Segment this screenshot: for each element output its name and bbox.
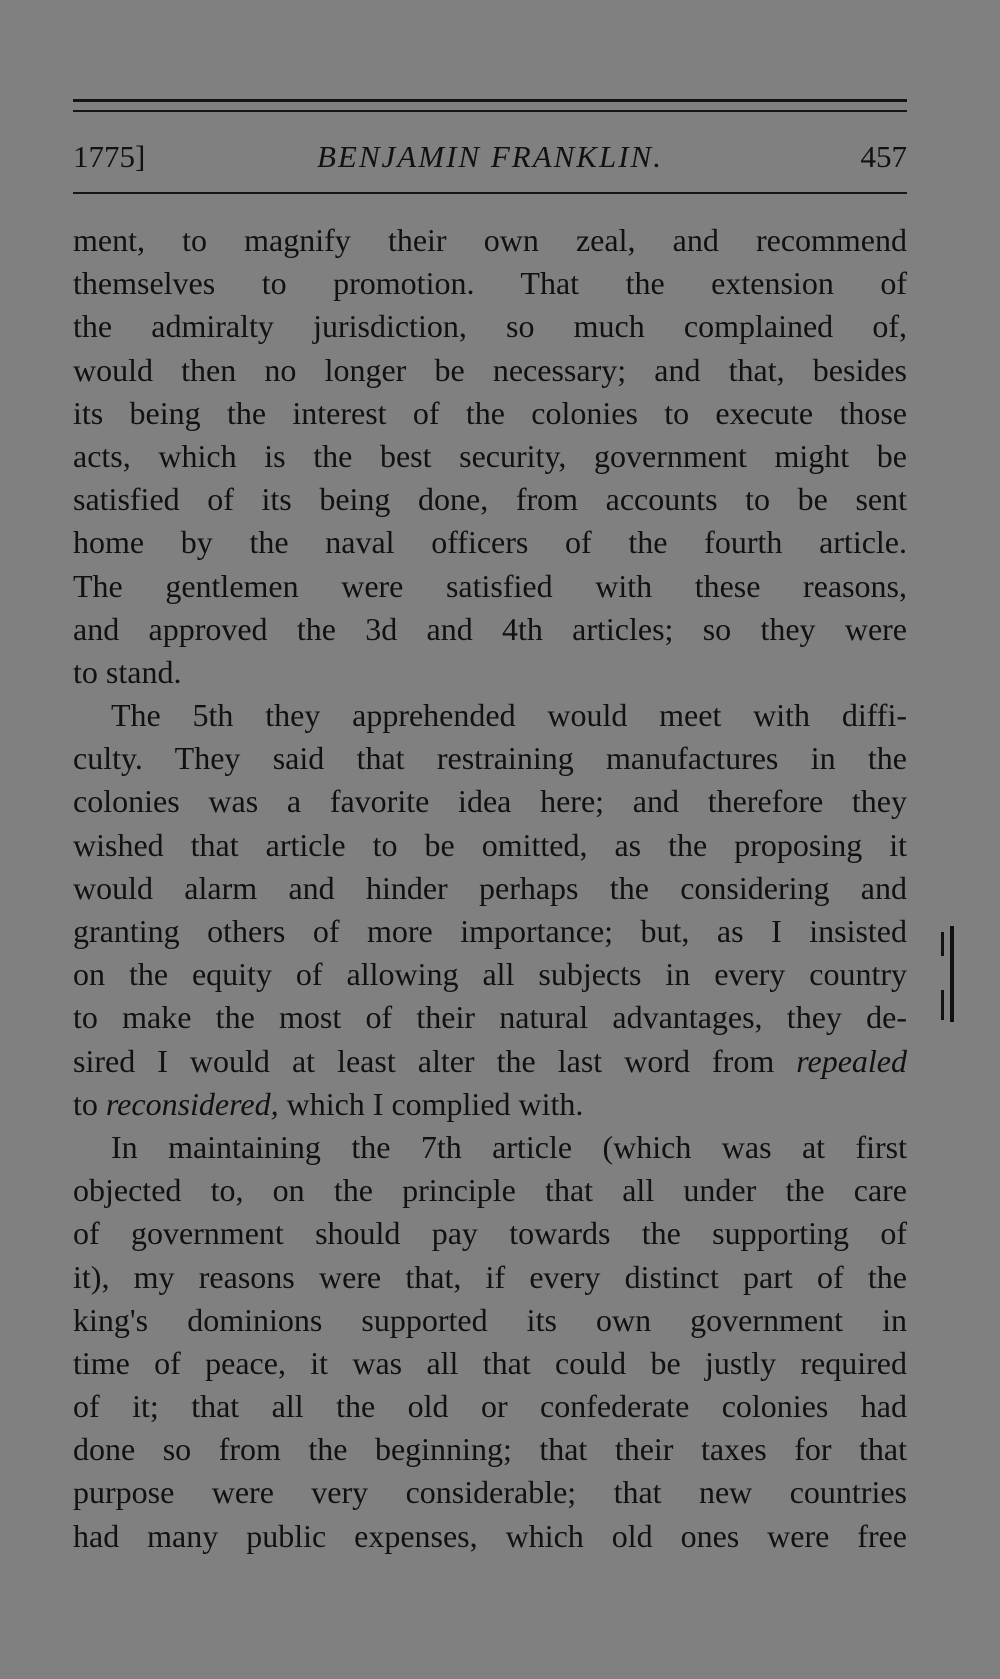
text-line: would alarm and hinder perhaps the considering and <box>73 869 907 906</box>
text-line: wished that article to be omitted, as the proposing it <box>73 826 907 863</box>
text-line: colonies was a favorite idea here; and therefore they <box>73 783 907 820</box>
text-line-with-italic <box>73 1083 907 1126</box>
text-line: granting others of more importance; but, as I insisted <box>73 913 907 949</box>
body-text <box>73 219 907 1558</box>
page-number: 457 <box>860 139 907 174</box>
text-line: objected to, on the principle that all under the care <box>73 1172 907 1209</box>
text-line: had many public expenses, which old ones were free <box>73 1517 907 1554</box>
header-underline-rule <box>73 192 907 194</box>
text-line: on the equity of allowing all subjects in every country <box>73 956 907 993</box>
text-line: home by the naval officers of the fourth article. <box>73 524 907 561</box>
running-head <box>73 137 907 177</box>
text-line: to make the most of their natural advantages, they de- <box>73 999 907 1036</box>
italic-word: reconsidered, <box>105 1085 279 1122</box>
text-line: culty. They said that restraining manufactures in the <box>73 740 907 777</box>
paragraph-1 <box>73 219 907 694</box>
text-line: the admiralty jurisdiction, so much complained of, <box>73 308 907 345</box>
margin-marking <box>950 926 954 1022</box>
text-line: purpose were very considerable; that new countries <box>73 1474 907 1511</box>
text-line: it), my reasons were that, if every distinct part of the <box>73 1258 907 1295</box>
text-line: its being the interest of the colonies to execute those <box>73 394 907 431</box>
text-line: of government should pay towards the supporting of <box>73 1215 907 1252</box>
text-line: The gentlemen were satisfied with these reasons, <box>73 567 907 604</box>
header-rule-thin <box>73 110 907 112</box>
text-line: to stand. <box>73 653 182 690</box>
text-line: themselves to promotion. That the extension of <box>73 265 907 302</box>
paragraph-2 <box>73 694 907 1126</box>
text-segment: to <box>73 1085 106 1122</box>
italic-word: repealed <box>796 1042 907 1079</box>
text-line: would then no longer be necessary; and that, besides <box>73 351 907 388</box>
running-head-year: 1775] <box>73 139 146 174</box>
text-segment: which I complied with. <box>278 1085 584 1122</box>
text-line: and approved the 3d and 4th articles; so they were <box>73 610 907 647</box>
running-head-title: BENJAMIN FRANKLIN. <box>317 139 663 174</box>
text-line: king's dominions supported its own government in <box>73 1301 907 1338</box>
text-line: satisfied of its being done, from accounts to be sent <box>73 481 907 518</box>
margin-marking <box>941 990 944 1020</box>
text-line: of it; that all the old or confederate colonies had <box>73 1388 907 1425</box>
header-rule-thick <box>73 99 907 102</box>
text-line: time of peace, it was all that could be justly required <box>73 1344 907 1381</box>
margin-marking <box>941 932 944 956</box>
text-line: In maintaining the 7th article (which was at first <box>111 1128 907 1165</box>
text-line: ment, to magnify their own zeal, and recommend <box>73 222 907 258</box>
paragraph-3 <box>73 1126 907 1558</box>
text-line: acts, which is the best security, government might be <box>73 437 907 474</box>
text-line: The 5th they apprehended would meet with diffi- <box>111 697 907 734</box>
text-line: done so from the beginning; that their taxes for that <box>73 1431 907 1468</box>
text-segment: sired I would at least alter the last word from <box>73 1042 797 1079</box>
text-line-with-italic <box>73 1040 907 1083</box>
